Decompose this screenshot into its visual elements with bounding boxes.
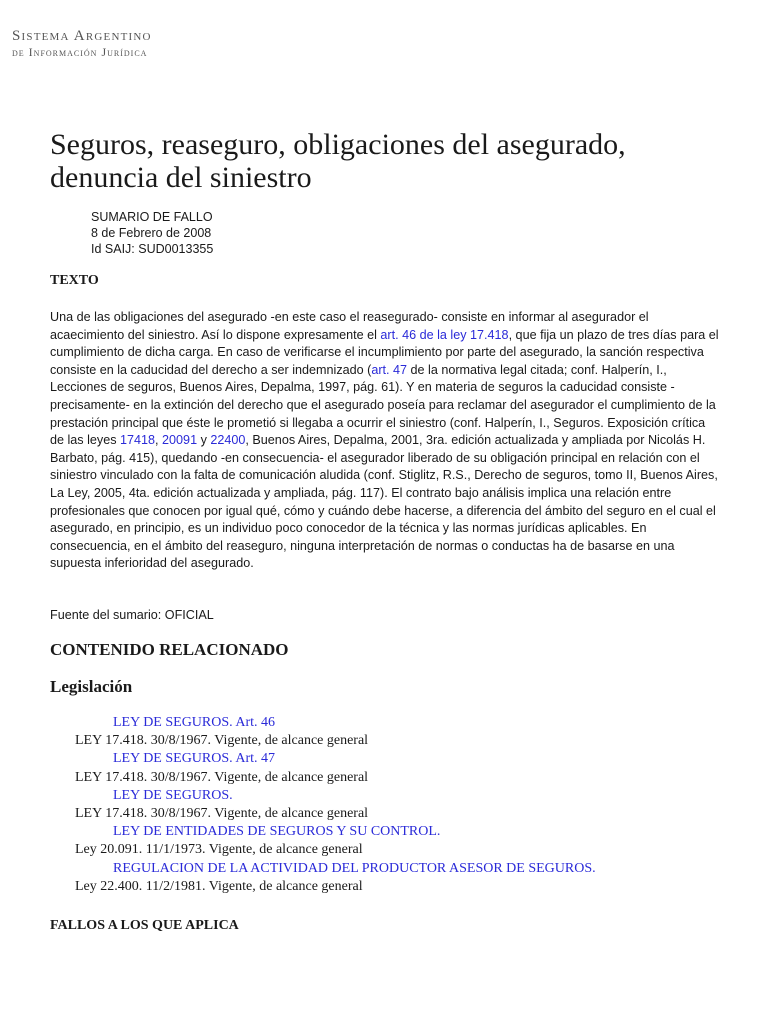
legislacion-desc: LEY 17.418. 30/8/1967. Vigente, de alcance general — [75, 769, 369, 785]
saij-logo[interactable] — [12, 28, 152, 59]
link-art-47[interactable]: art. 47 — [371, 362, 408, 377]
legislacion-desc: LEY 17.418. 30/8/1967. Vigente, de alcance general — [75, 806, 369, 822]
legislacion-desc: Ley 22.400. 11/2/1981. Vigente, de alcance general — [75, 878, 363, 894]
texto-segment: de la normativa legal citada; conf. Halperín, I., Lecciones de seguros, Buenos Aires, Depalma, 1997, pág. 61). Y en materia de seguros la caducidad consiste -precisamente- en la extinción del derecho que el asegurado poseía para reclamar del asegurador el cumplimiento de la prestación principal que éste le prometió si llegaba a ocurrir el siniestro (conf. Halperín, I., Seguros. Exposición crítica de las leyes — [50, 362, 716, 448]
document-type: SUMARIO DE FALLO — [91, 210, 213, 224]
texto-segment: Una de las obligaciones del asegurado -en este caso el reasegurado- consiste en informar al asegurador el acaecimiento del siniestro. Así lo dispone expresamente el — [50, 310, 649, 342]
legislacion-item — [75, 823, 596, 859]
texto-segment: , que fija un plazo de tres días para el cumplimiento de dicha carga. En caso de verificarse el incumplimiento por parte del asegurado, la sanción respectiva consiste en la caducidad del derecho a ser indemnizado ( — [50, 327, 719, 377]
legislacion-item — [75, 787, 596, 823]
legislacion-list — [75, 714, 596, 896]
texto-segment: , — [155, 433, 163, 448]
fallos-heading: FALLOS A LOS QUE APLICA — [50, 918, 239, 933]
link-art-46[interactable]: art. 46 de la ley 17.418 — [380, 327, 509, 342]
document-date: 8 de Febrero de 2008 — [91, 226, 212, 240]
contenido-relacionado-heading: CONTENIDO RELACIONADO — [50, 640, 289, 659]
document-meta — [91, 209, 213, 257]
legislacion-desc: Ley 20.091. 11/1/1973. Vigente, de alcance general — [75, 842, 363, 858]
legislacion-link[interactable]: LEY DE SEGUROS. Art. 46 — [113, 715, 276, 730]
texto-heading: TEXTO — [50, 273, 99, 288]
logo-line-2: de Información Jurídica — [12, 45, 148, 59]
legislacion-item — [75, 714, 596, 750]
legislacion-link[interactable]: REGULACION DE LA ACTIVIDAD DEL PRODUCTOR ASESOR DE SEGUROS. — [113, 860, 596, 876]
legislacion-item — [75, 750, 596, 786]
legislacion-desc: LEY 17.418. 30/8/1967. Vigente, de alcance general — [75, 733, 369, 749]
legislacion-link[interactable]: LEY DE SEGUROS. — [113, 787, 233, 803]
document-title: Seguros, reaseguro, obligaciones del asegurado, denuncia del siniestro — [50, 128, 626, 194]
texto-body — [50, 309, 722, 573]
texto-segment: , Buenos Aires, Depalma, 2001, 3ra. edición actualizada y ampliada por Nicolás H. Barbato, pág. 415), quedando -en consecuencia- el asegurador liberado de su obligación principal en relación con el siniestro vinculado con la falta de comunicación aludida (conf. Stiglitz, R.S., Derecho de seguros, tomo II, Buenos Aires, La Ley, 2005, 4ta. edición actualizada y ampliada, pág. 117). El contrato bajo análisis implica una relación entre profesionales que conocen por igual qué, cómo y cuándo debe hacerse, a diferencia del ámbito del seguro en el cual el asegurado, en principio, es un individuo poco conocedor de la técnica y las normas jurídicas aplicables. En consecuencia, en el ámbito del reaseguro, ninguna interpretación de normas o conductas ha de basarse en una supuesta inferioridad del asegurado. — [50, 433, 718, 571]
legislacion-link[interactable]: LEY DE ENTIDADES DE SEGUROS Y SU CONTROL. — [113, 824, 441, 840]
legislacion-link[interactable]: LEY DE SEGUROS. Art. 47 — [113, 751, 276, 767]
document-id: Id SAIJ: SUD0013355 — [91, 242, 214, 256]
logo-line-1: Sistema Argentino — [12, 28, 152, 44]
link-ley-20091[interactable]: 20091 — [162, 433, 198, 448]
texto-segment: y — [197, 433, 211, 448]
legislacion-heading: Legislación — [50, 677, 133, 696]
link-ley-22400[interactable]: 22400 — [210, 433, 246, 448]
link-ley-17418[interactable]: 17418 — [120, 433, 156, 448]
legislacion-item — [75, 860, 596, 896]
fuente-sumario: Fuente del sumario: OFICIAL — [50, 608, 214, 622]
